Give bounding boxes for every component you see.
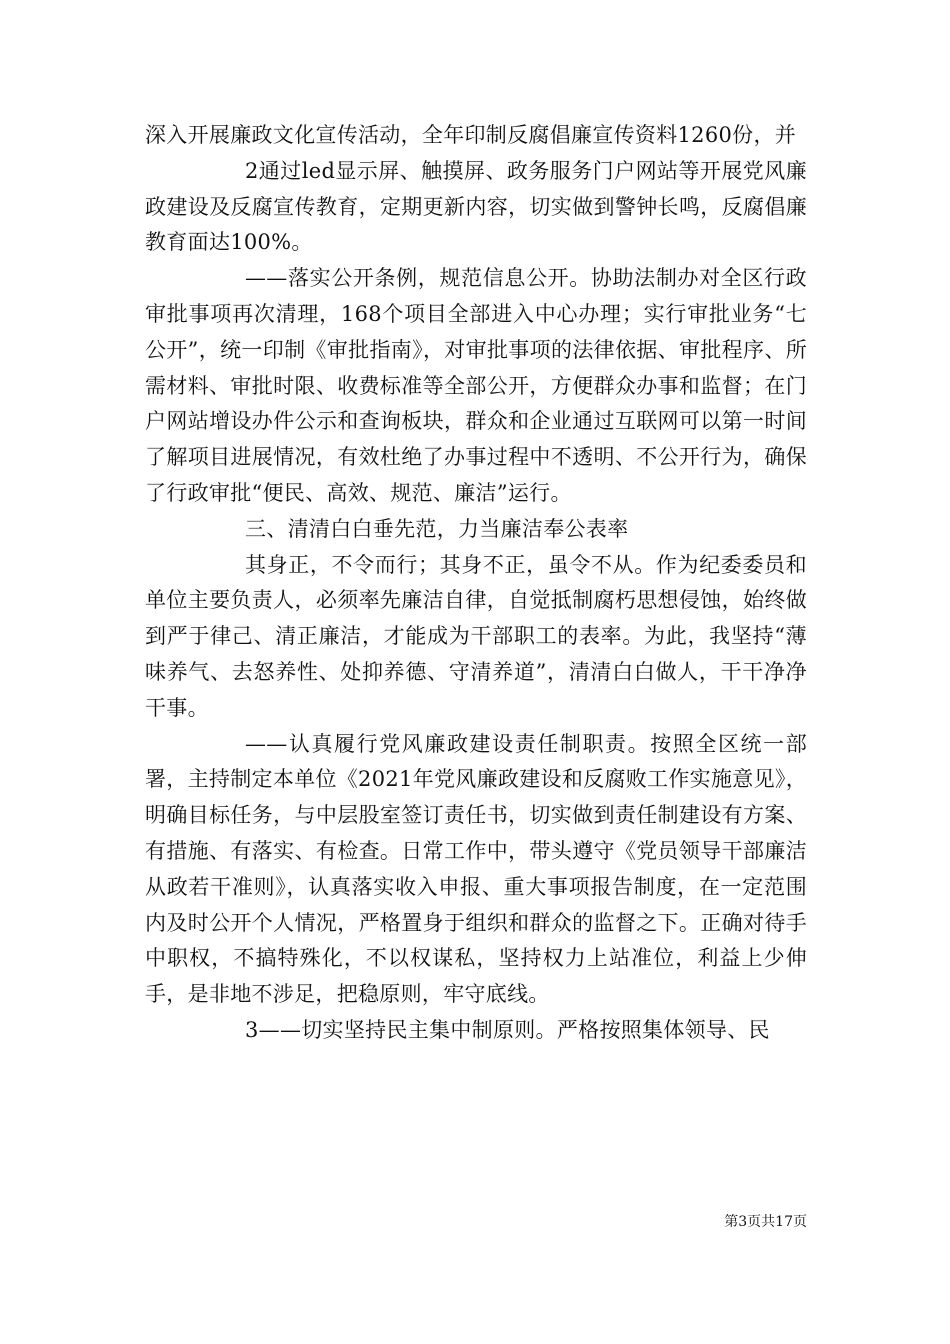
paragraph-2: 2通过led显示屏、触摸屏、政务服务门户网站等开展党风廉政建设及反腐宣传教育，定期更新内容，切实做到警钟长鸣，反腐倡廉教育面达100%。 <box>145 158 807 255</box>
paragraph-5: 其身正，不令而行；其身不正，虽令不从。作为纪委委员和单位主要负责人，必须率先廉洁自律，自觉抵制腐朽思想侵蚀，始终做到严于律己、清正廉洁，才能成为干部职工的表率。为此，我坚持“薄味养气、去怒养性、处抑养德、守清养道”，清清白白做人，干干净净干事。 <box>145 552 807 720</box>
paragraph-6: ——认真履行党风廉政建设责任制职责。按照全区统一部署，主持制定本单位《2021年党风廉政建设和反腐败工作实施意见》，明确目标任务，与中层股室签订责任书，切实做到责任制建设有方案、有措施、有落实、有检查。日常工作中，带头遵守《党员领导干部廉洁从政若干准则》，认真落实收入申报、重大事项报告制度，在一定范围内及时公开个人情况，严格置身于组织和群众的监督之下。正确对待手中职权，不搞特殊化，不以权谋私，坚持权力上站准位，利益上少伸手，是非地不涉足，把稳原则，牢守底线。 <box>145 731 807 1007</box>
paragraph-3: ——落实公开条例，规范信息公开。协助法制办对全区行政审批事项再次清理，168个项目全部进入中心办理；实行审批业务“七公开”，统一印制《审批指南》，对审批事项的法律依据、审批程序、所需材料、审批时限、收费标准等全部公开，方便群众办事和监督；在门户网站增设办件公示和查询板块，群众和企业通过互联网可以第一时间了解项目进展情况，有效杜绝了办事过程中不透明、不公开行为，确保了行政审批“便民、高效、规范、廉洁”运行。 <box>145 266 807 505</box>
paragraph-7: 3——切实坚持民主集中制原则。严格按照集体领导、民 <box>245 1017 770 1042</box>
document-body <box>145 118 807 1049</box>
page-number: 第3页共17页 <box>724 1214 807 1230</box>
section-heading: 三、清清白白垂先范，力当廉洁奉公表率 <box>245 516 629 541</box>
paragraph-1: 深入开展廉政文化宣传活动，全年印制反腐倡廉宣传资料1260份，并 <box>145 123 797 147</box>
